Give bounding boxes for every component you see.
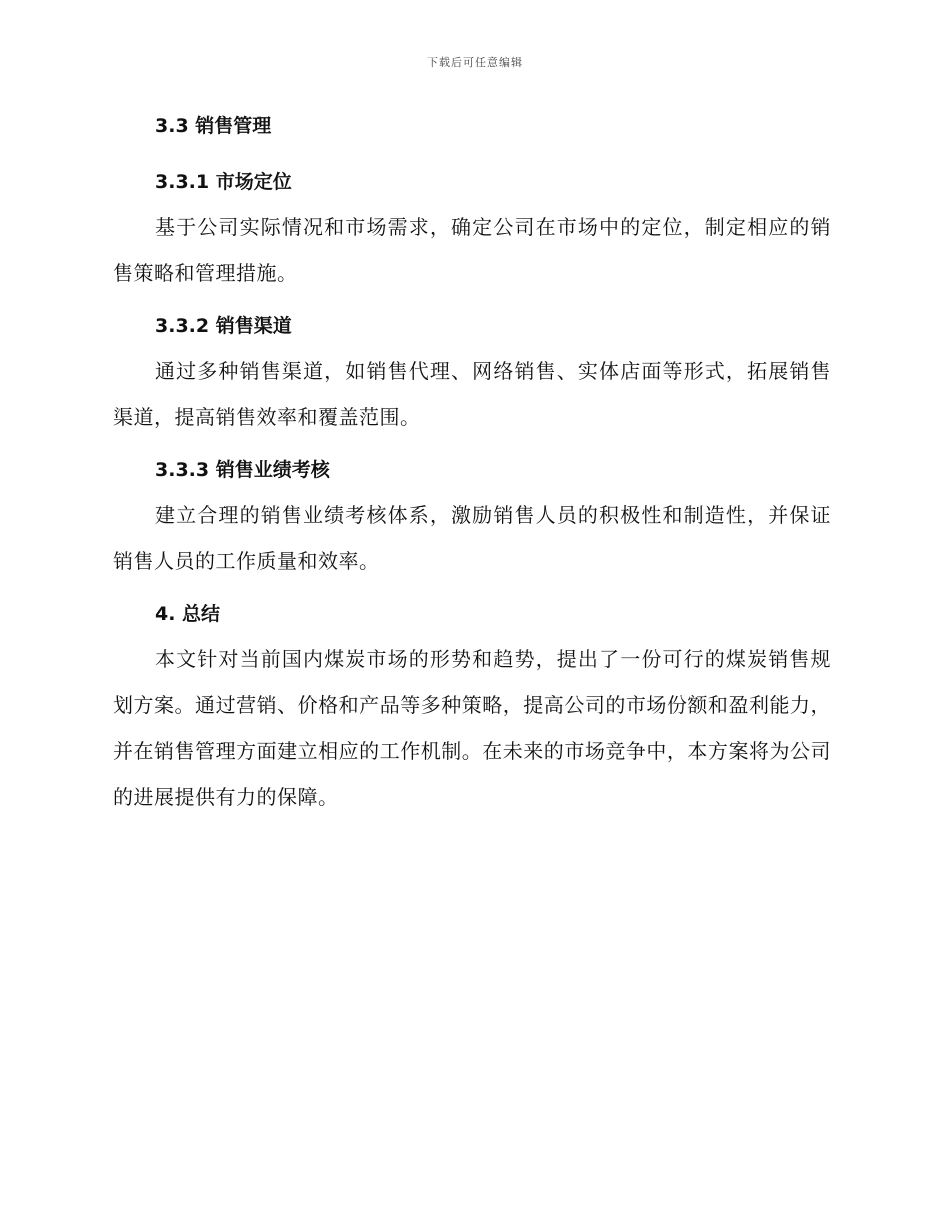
heading-3-3-2: 3.3.2 销售渠道 [155, 315, 292, 337]
paragraph-3-3-3: 建立合理的销售业绩考核体系，激励销售人员的积极性和制造性，并保证销售人员的工作质量和效率。 [113, 503, 831, 573]
paragraph-3-3-1: 基于公司实际情况和市场需求，确定公司在市场中的定位，制定相应的销售策略和管理措施。 [113, 215, 831, 285]
paragraph-3-3-2: 通过多种销售渠道，如销售代理、网络销售、实体店面等形式，拓展销售渠道，提高销售效率和覆盖范围。 [113, 359, 831, 429]
heading-4: 4. 总结 [155, 603, 221, 625]
section-3-3 [113, 108, 831, 144]
section-3-3-2 [113, 308, 831, 440]
section-3-3-1 [113, 164, 831, 296]
section-4 [113, 596, 831, 820]
heading-3-3-3: 3.3.3 销售业绩考核 [155, 459, 330, 481]
heading-3-3-1: 3.3.1 市场定位 [155, 171, 292, 193]
section-3-3-3 [113, 452, 831, 584]
heading-3-3: 3.3 销售管理 [155, 115, 272, 137]
paragraph-4: 本文针对当前国内煤炭市场的形势和趋势，提出了一份可行的煤炭销售规划方案。通过营销、价格和产品等多种策略，提高公司的市场份额和盈利能力，并在销售管理方面建立相应的工作机制。在未来的市场竞争中，本方案将为公司的进展提供有力的保障。 [113, 647, 831, 809]
document-body [113, 108, 831, 832]
header-note: 下载后可任意编辑 [427, 56, 523, 69]
